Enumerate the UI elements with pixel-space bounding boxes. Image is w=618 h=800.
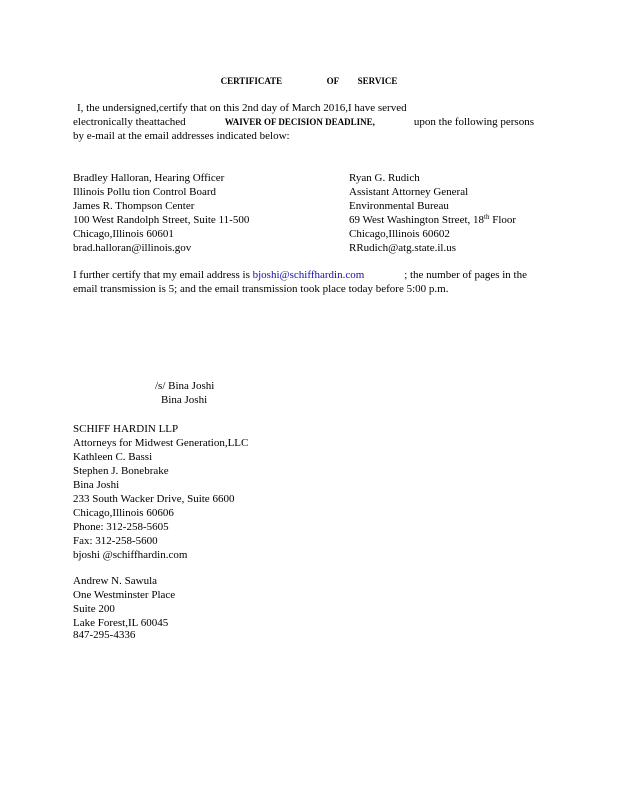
signer-name: Bina Joshi [161,394,208,406]
intro-text: electronically theattached [73,116,186,128]
email-link[interactable]: bjoshi@schiffhardin.com [252,269,365,281]
title-word: OF [326,76,340,86]
certify-paragraph [73,268,527,296]
certify-text: ; the number of pages in the [404,269,527,281]
firm-block [73,422,248,562]
document-title [0,74,618,88]
contact-line: Andrew N. Sawula [73,575,158,587]
email-text: RRudich@atg.state.il.us [349,242,456,254]
signature-block [155,379,214,407]
intro-line: I, the undersigned,certify that on this 2nd day of March 2016,I have served [77,102,407,114]
firm-line: Attorneys for Midwest Generation,LLC [73,437,249,449]
title-word: CERTIFICATE [220,76,283,86]
address-line: Environmental Bureau [349,200,449,212]
contact-line: Suite 200 [73,603,115,615]
intro-text: upon the following persons [413,116,534,128]
address-line: Bradley Halloran, Hearing Officer [73,172,225,184]
firm-line: Bina Joshi [73,479,120,491]
certify-line: email transmission is 5; and the email transmission took place today before 5:00 p.m. [73,283,449,295]
email-text: brad.halloran@illinois.gov [73,242,192,254]
street-text: 69 West Washington Street, 18 [349,214,485,226]
intro-line [73,115,534,129]
contact-line: One Westminster Place [73,589,176,601]
address-line: 100 West Randolph Street, Suite 11-500 [73,214,250,226]
contact-line: Lake Forest,IL 60045 [73,617,169,629]
document-name: WAIVER OF DECISION DEADLINE, [224,117,375,127]
firm-email: bjoshi @schiffhardin.com [73,549,188,561]
firm-line: SCHIFF HARDIN LLP [73,423,179,435]
ordinal-suffix: th [484,213,490,221]
additional-contact-block [73,574,175,640]
firm-phone: Phone: 312-258-5605 [73,521,169,533]
address-line: Ryan G. Rudich [349,172,420,184]
certify-text: I further certify that my email address is [73,269,250,281]
firm-fax: Fax: 312-258-5600 [73,535,158,547]
street-text: Floor [492,214,517,226]
intro-paragraph [73,101,534,143]
recipient-left [73,171,249,255]
address-line: Illinois Pollu tion Control Board [73,186,217,198]
address-line: James R. Thompson Center [73,200,195,212]
address-line: Assistant Attorney General [349,186,469,198]
firm-line: Chicago,Illinois 60606 [73,507,174,519]
firm-line: Kathleen C. Bassi [73,451,153,463]
address-line: Chicago,Illinois 60601 [73,228,174,240]
signature: /s/ Bina Joshi [155,380,215,392]
certify-line [73,268,527,282]
address-line [349,213,516,227]
firm-line: Stephen J. Bonebrake [73,465,169,477]
recipient-right [349,171,516,255]
intro-line: by e-mail at the email addresses indicated below: [73,130,290,142]
title-word: SERVICE [357,76,398,86]
firm-line: 233 South Wacker Drive, Suite 6600 [73,493,235,505]
contact-phone: 847-295-4336 [73,629,136,641]
address-line: Chicago,Illinois 60602 [349,228,450,240]
